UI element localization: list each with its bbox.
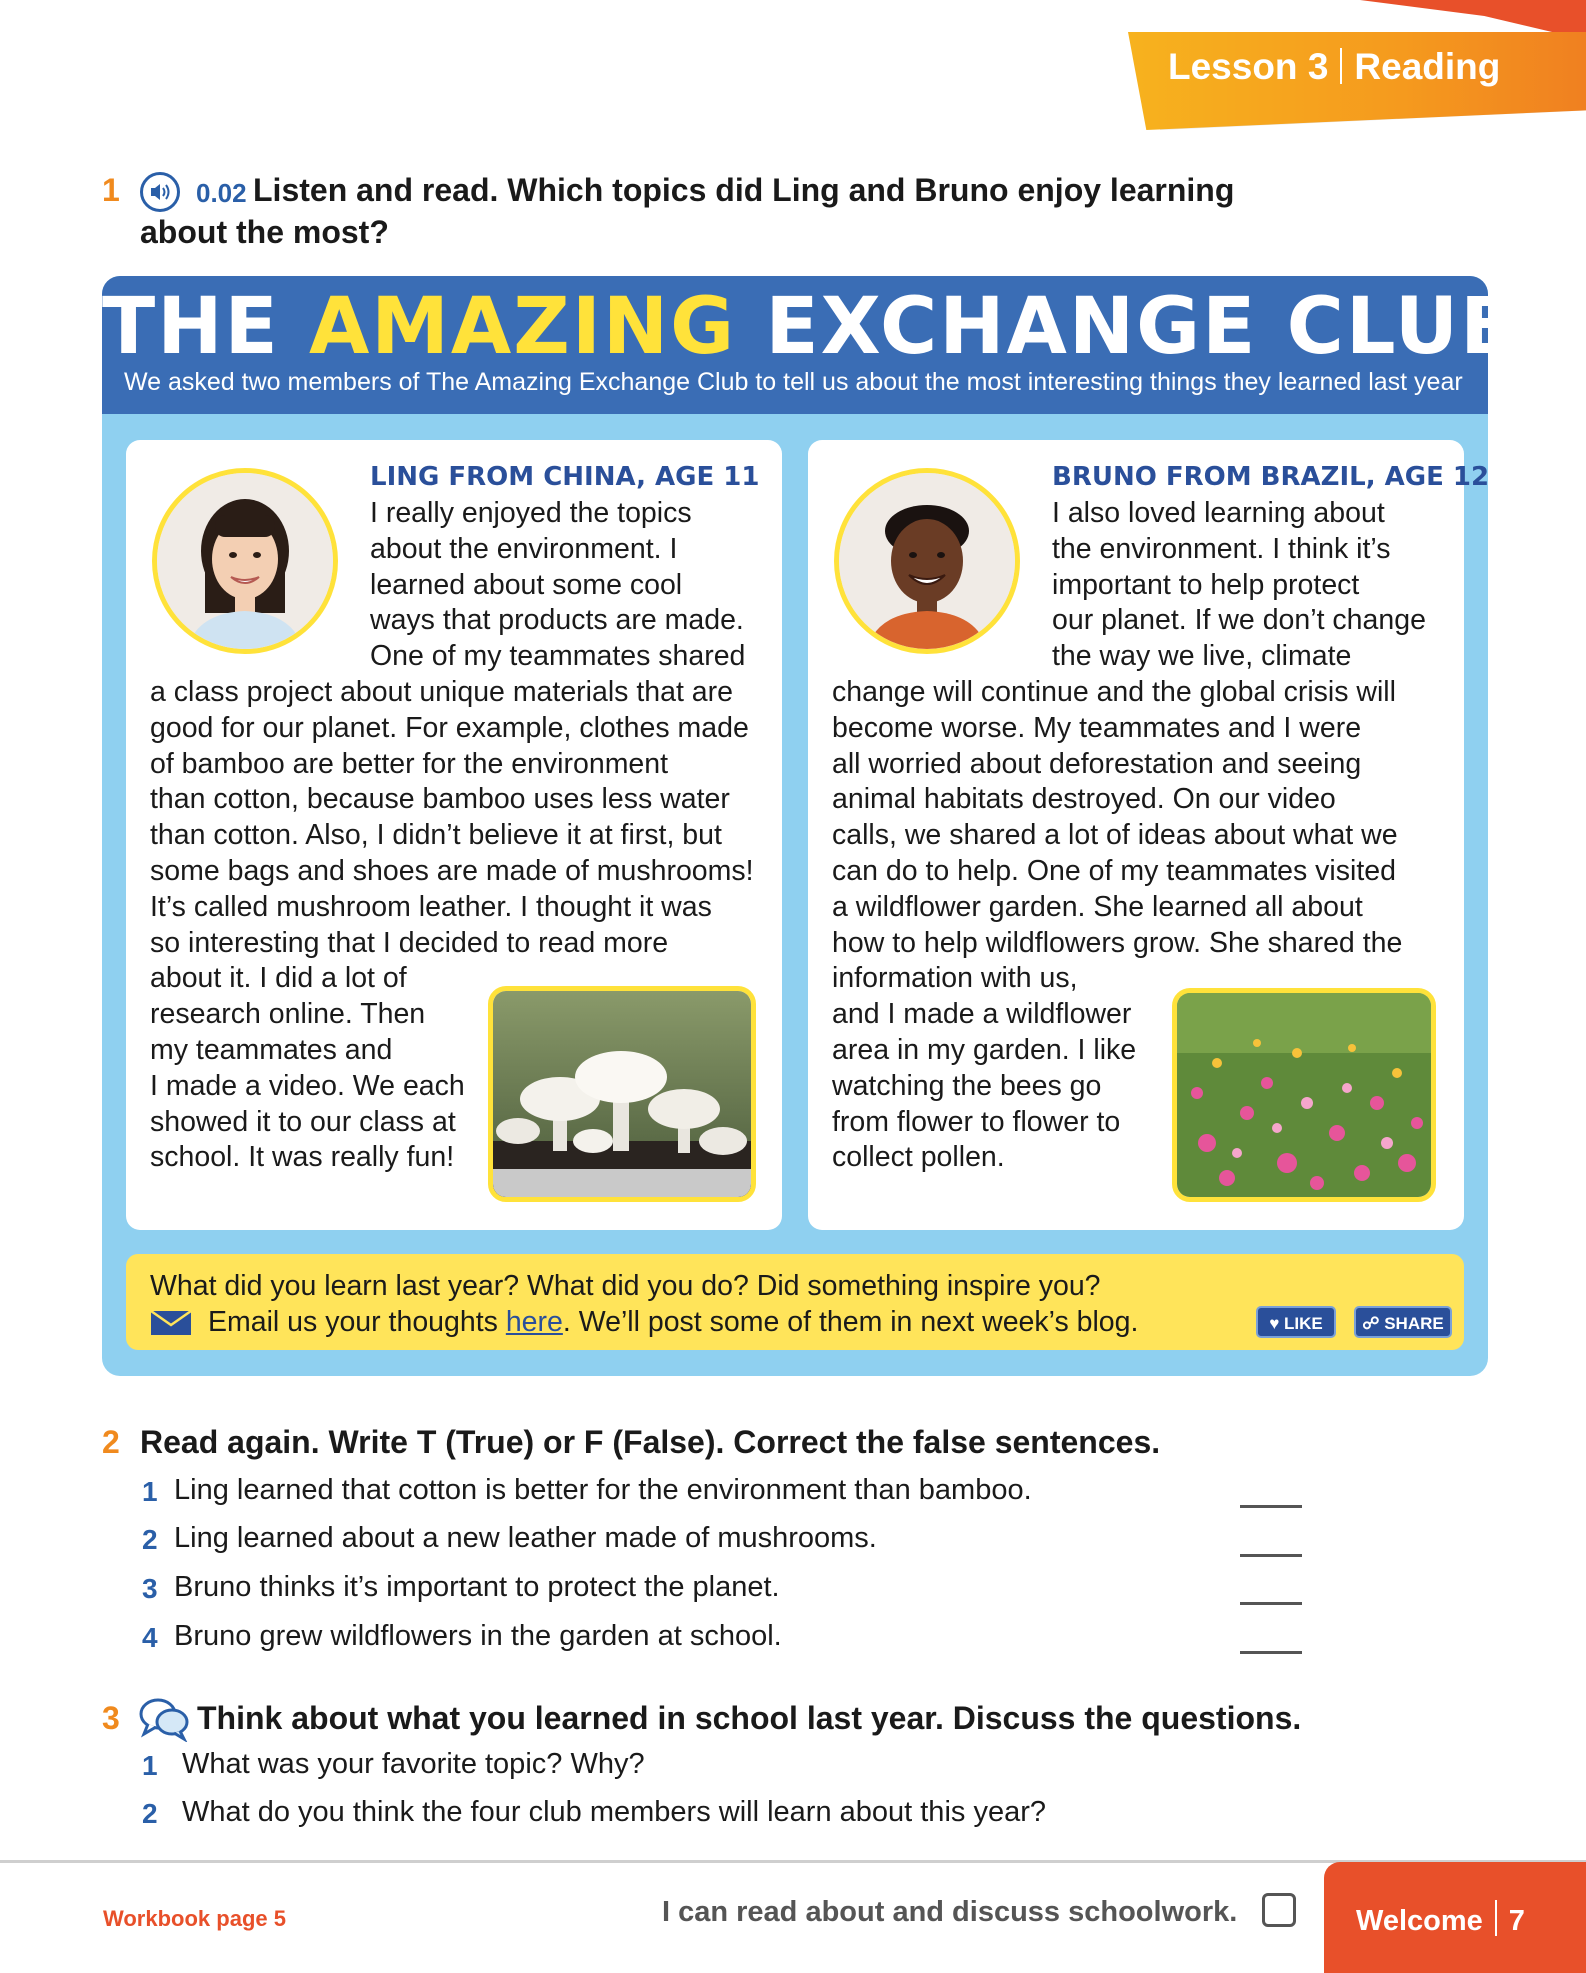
ex2-item-number: 4 <box>142 1622 158 1653</box>
bruno-line: all worried about deforestation and seeing <box>832 747 1362 780</box>
wildflowers-image <box>1177 993 1431 1197</box>
ling-line: some bags and shoes are made of mushrooms! <box>150 854 754 887</box>
share-label: SHARE <box>1384 1314 1444 1333</box>
bruno-portrait-image <box>839 473 1015 649</box>
ling-line: than cotton. Also, I didn’t believe it at first, but <box>150 819 722 852</box>
email-prompt-post: . We’ll post some of them in next week’s blog. <box>562 1306 1139 1338</box>
exercise-3-instruction: Think about what you learned in school last year. Discuss the questions. <box>197 1700 1302 1736</box>
can-do-statement: I can read about and discuss schoolwork. <box>662 1896 1238 1928</box>
bruno-line: calls, we shared a lot of ideas about what we <box>832 819 1398 852</box>
unit-separator <box>1495 1900 1497 1936</box>
ex2-item-text: Ling learned about a new leather made of mushrooms. <box>174 1522 877 1554</box>
article-title <box>102 282 1522 372</box>
blog-question: What did you learn last year? What did you do? Did something inspire you? <box>150 1270 1101 1302</box>
bruno-line: a wildflower garden. She learned all about <box>832 890 1363 923</box>
exercise-3-number: 3 <box>102 1700 120 1736</box>
ling-line: a class project about unique materials that are <box>150 676 733 708</box>
ling-portrait-image <box>157 473 333 649</box>
ling-line: so interesting that I decided to read more <box>150 926 669 959</box>
wildflower-photo <box>1172 988 1436 1202</box>
ling-avatar <box>152 468 338 654</box>
email-prompt-pre: Email us your thoughts <box>208 1306 506 1338</box>
exercise-2-number: 2 <box>102 1424 120 1460</box>
exercise-1-instruction-line2: about the most? <box>140 214 389 250</box>
ling-line: showed it to our class at <box>150 1105 456 1138</box>
mushroom-photo <box>488 986 756 1202</box>
email-link[interactable]: here <box>505 1306 563 1338</box>
heart-icon: ♥ <box>1269 1314 1280 1333</box>
ling-line: good for our planet. For example, clothes made <box>150 711 749 744</box>
like-label: LIKE <box>1284 1314 1323 1333</box>
answer-blank[interactable] <box>1240 1651 1302 1654</box>
ling-line: One of my teammates shared <box>370 640 746 673</box>
ling-line: ways that products are made. <box>370 604 744 637</box>
email-prompt <box>208 1306 1138 1339</box>
ex2-item-number: 2 <box>142 1524 158 1555</box>
title-word-amazing: AMAZING <box>308 282 737 372</box>
bruno-line: watching the bees go <box>832 1069 1102 1102</box>
ex2-item-number: 1 <box>142 1476 158 1507</box>
bruno-line: I also loved learning about <box>1052 497 1385 529</box>
answer-blank[interactable] <box>1240 1505 1302 1508</box>
ex2-item-text: Ling learned that cotton is better for the environment than bamboo. <box>174 1474 1032 1506</box>
speaker-icon <box>143 175 177 209</box>
ling-line: about it. I did a lot of <box>150 962 407 995</box>
bruno-avatar <box>834 468 1020 654</box>
ex3-item-number: 1 <box>142 1750 158 1781</box>
ling-line: I made a video. We each <box>150 1069 465 1102</box>
bruno-heading: BRUNO FROM BRAZIL, AGE 12 <box>1052 462 1490 492</box>
bruno-line: how to help wildflowers grow. She shared the <box>832 926 1403 959</box>
ling-line: about the environment. I <box>370 532 678 565</box>
answer-blank[interactable] <box>1240 1602 1302 1605</box>
bruno-line: collect pollen. <box>832 1141 1005 1174</box>
ling-line: of bamboo are better for the environment <box>150 747 669 780</box>
page-number: 7 <box>1508 1905 1525 1937</box>
ex3-item-text: What do you think the four club members will learn about this year? <box>182 1796 1046 1828</box>
ex2-item-text: Bruno thinks it’s important to protect the planet. <box>174 1571 780 1603</box>
title-words-exchange-club: EXCHANGE CLUB <box>765 282 1522 372</box>
ex2-item-number: 3 <box>142 1573 158 1604</box>
bruno-line: information with us, <box>832 962 1078 995</box>
bruno-line: animal habitats destroyed. On our video <box>832 783 1336 816</box>
ex3-item-text: What was your favorite topic? Why? <box>182 1748 645 1780</box>
exercise-1-instruction-line1: Listen and read. Which topics did Ling and Bruno enjoy learning <box>253 172 1235 208</box>
ex3-item-number: 2 <box>142 1798 158 1829</box>
bruno-line: and I made a wildflower <box>832 998 1132 1031</box>
mushrooms-image <box>493 991 751 1197</box>
exercise-2-instruction: Read again. Write T (True) or F (False). Correct the false sentences. <box>140 1424 1161 1460</box>
like-button[interactable] <box>1256 1306 1336 1338</box>
lesson-section: Reading <box>1354 46 1501 87</box>
can-do-checkbox[interactable] <box>1262 1893 1296 1927</box>
ling-line: than cotton, because bamboo uses less water <box>150 783 730 816</box>
article-subtitle: We asked two members of The Amazing Exchange Club to tell us about the most interesting things they learned last year <box>124 368 1463 396</box>
answer-blank[interactable] <box>1240 1554 1302 1557</box>
bruno-line: change will continue and the global crisis will <box>832 676 1396 708</box>
bruno-line: the way we live, climate <box>1052 640 1352 673</box>
share-button[interactable] <box>1354 1306 1452 1338</box>
share-icon: ☍ <box>1362 1314 1380 1333</box>
workbook-reference: Workbook page 5 <box>103 1906 286 1931</box>
lesson-number: Lesson 3 <box>1168 46 1329 87</box>
bruno-line: area in my garden. I like <box>832 1033 1137 1066</box>
ex2-item-text: Bruno grew wildflowers in the garden at school. <box>174 1620 782 1652</box>
unit-name: Welcome <box>1356 1905 1483 1937</box>
bruno-line: important to help protect <box>1052 568 1360 601</box>
bruno-line: from flower to flower to <box>832 1105 1121 1138</box>
ling-line: learned about some cool <box>370 568 683 601</box>
ling-heading: LING FROM CHINA, AGE 11 <box>370 462 760 492</box>
bruno-line: can do to help. One of my teammates visited <box>832 854 1396 887</box>
bruno-text-top <box>1052 496 1426 675</box>
lesson-separator <box>1340 48 1342 84</box>
bruno-line: the environment. I think it’s <box>1052 532 1391 565</box>
ling-text-top <box>370 496 745 675</box>
ling-line: my teammates and <box>150 1033 393 1066</box>
ling-line: research online. Then <box>150 998 426 1031</box>
audio-track-number: 0.02 <box>196 178 247 208</box>
ling-line: school. It was really fun! <box>150 1141 455 1174</box>
ling-line: It’s called mushroom leather. I thought it was <box>150 890 712 923</box>
bruno-line: become worse. My teammates and I were <box>832 711 1362 744</box>
unit-page-label <box>1356 1900 1525 1938</box>
ling-line: I really enjoyed the topics <box>370 497 692 529</box>
bruno-line: our planet. If we don’t change <box>1052 604 1426 637</box>
audio-play-icon[interactable] <box>140 172 180 212</box>
envelope-icon <box>150 1310 192 1336</box>
exercise-1-number: 1 <box>102 172 120 208</box>
title-word-the: THE <box>102 282 280 372</box>
lesson-label <box>1168 46 1500 88</box>
discussion-icon <box>138 1694 190 1742</box>
